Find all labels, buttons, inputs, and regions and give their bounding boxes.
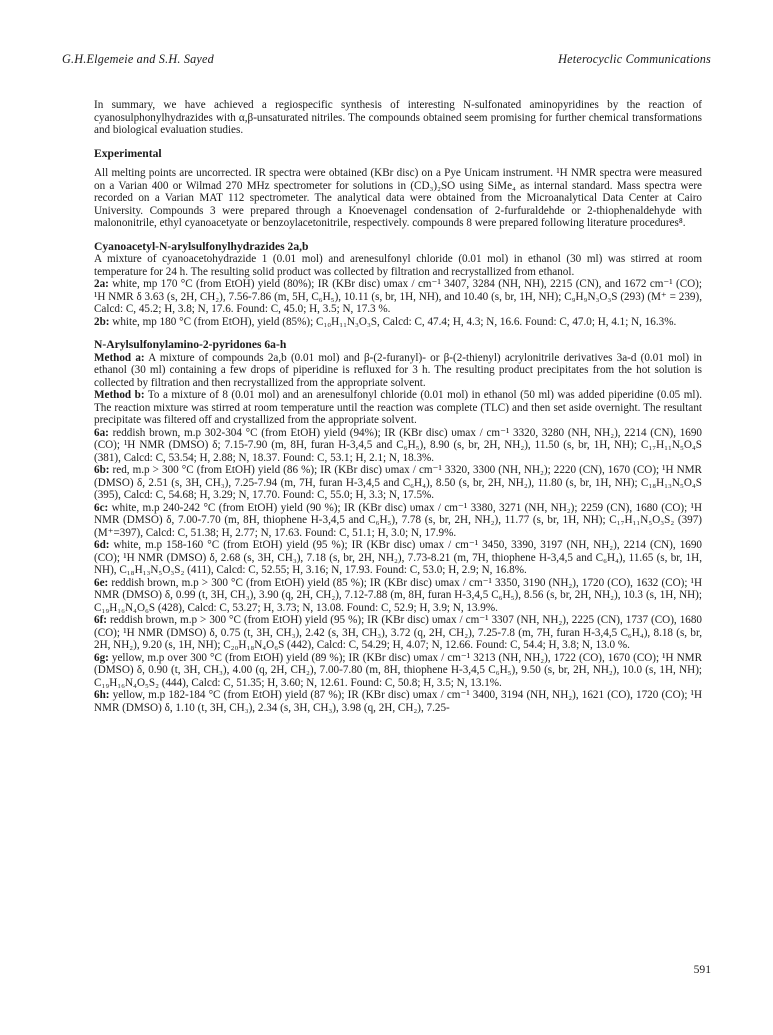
compound-label: 2a: — [94, 278, 109, 290]
compound-entry-6h — [94, 689, 702, 714]
hydrazides-procedure: A mixture of cyanoacetohydrazide 1 (0.01 mol) and arenesulfonyl chloride (0.01 mol) in ethanol (30 ml) was stirred at room temperature for 24 h. The resulting solid product was collected by filtration and recrystallized from ethanol. — [94, 253, 702, 278]
compound-entry-2a — [94, 278, 702, 316]
compound-data: reddish brown, m.p > 300 °C (from EtOH) yield (85 %); IR (KBr disc) υmax / cm⁻¹ 3350, 3190 (NH₂), 1720 (CO), 1632 (CO); ¹H NMR (DMSO) δ, 0.99 (t, 3H, CH₃), 3.90 (q, 2H, CH₂), 7.12-7.88 (m, 8H, furan H-3,4,5 C₆H₅), 8.56 (s, br, 2H, NH₂), 10.3 (s, 1H, NH); C₁₉H₁₆N₄O₆S (428), Calcd: C, 53.27; H, 3.73; N, 13.08. Found: C, 52.9; H, 3.9; N, 13.9%. — [94, 576, 702, 614]
compound-label: 6d: — [94, 539, 110, 551]
compound-data: reddish brown, m.p 302-304 °C (from EtOH) yield (94%); IR (KBr disc) υmax / cm⁻¹ 3320, 3280 (NH, NH₂), 2214 (CN), 1690 (CO); ¹H NMR (DMSO) δ; 7.15-7.90 (m, 8H, furan H-3,4,5 and C₆H₅), 8.90 (s, br, 2H, NH₂), 11.50 (s, br, 1H, NH); C₁₇H₁₁N₅O₄S (381), Calcd: C, 53.54; H, 2.88; N, 18.37. Found: C, 53.1; H, 2.1; N, 18.3%. — [94, 426, 702, 464]
compound-data: reddish brown, m.p > 300 °C (from EtOH) yield (95 %); IR (KBr disc) υmax / cm⁻¹ 3307 (NH, NH₂), 2225 (CN), 1737 (CO), 1680 (CO); ¹H NMR (DMSO) δ, 0.75 (t, 3H, CH₃), 2.42 (s, 3H, CH₃), 3.72 (q, 2H, CH₂), 7.25-7.8 (m, 7H, furan H-3,4,5 C₆H₄), 8.18 (s, br, 2H, NH₂), 9.20 (s, 1H, NH); C₂₀H₁₈N₄O₆S (442), Calcd: C, 54.29; H, 4.07; N, 12.66. Found: C, 54.4; H, 3.8; N, 13.0 %. — [94, 614, 702, 651]
compound-data: yellow, m.p 182-184 °C (from EtOH) yield (87 %); IR (KBr disc) υmax / cm⁻¹ 3400, 3194 (NH, NH₂), 1621 (CO), 1720 (CO); ¹H NMR (DMSO) δ, 1.10 (t, 3H, CH₃), 2.34 (s, 3H, CH₃), 3.98 (q, 2H, CH₂), 7.25- — [94, 689, 702, 714]
page-number: 591 — [693, 963, 711, 976]
compound-data: white, mp 180 °C (from EtOH), yield (85%); C₁₀H₁₁N₃O₃S, Calcd: C, 47.4; H, 4.3; N, 16.6. Found: C, 47.0; H, 4.1; N, 16.3%. — [109, 315, 677, 328]
method-a-label: Method a: — [94, 351, 145, 364]
compound-label: 2b: — [94, 315, 110, 328]
experimental-heading: Experimental — [94, 146, 162, 160]
section-heading-hydrazides: Cyanoacetyl-N-arylsulfonylhydrazides 2a,b — [94, 239, 309, 253]
compound-label: 6f: — [94, 614, 107, 626]
compound-entry-6e — [94, 577, 702, 615]
compound-label: 6c: — [94, 501, 109, 514]
compound-entry-6g — [94, 652, 702, 690]
compound-entry-6c — [94, 502, 702, 540]
compound-data: white, m.p 240-242 °C (from EtOH) yield (90 %); IR (KBr disc) υmax / cm⁻¹ 3380, 3271 (NH, NH₂); 2259 (CN), 1680 (CO); ¹H NMR (DMSO) δ, 7.00-7.70 (m, 8H, thiophene H-3,4,5 and C₆H₅), 7.78 (s, br, 2H, NH₂), 11.77 (s, br, 1H, NH); C₁₇H₁₁N₅O₃S₂ (397) (M⁺=397), Calcd: C, 51.38; H, 2.77; N, 17.63. Found: C, 51.1; H, 3.0; N, 17.9%. — [94, 501, 702, 539]
method-b-text: To a mixture of 8 (0.01 mol) and an arenesulfonyl chloride (0.01 mol) in ethanol (50 ml) was added piperidine (0.05 ml). The reaction mixture was stirred at room temperature until the reaction was complete (TLC) and then set aside overnight. The resultant precipitate was filtered off and crystallized from the appropriate solvent. — [94, 389, 702, 426]
method-a-text: A mixture of compounds 2a,b (0.01 mol) and β-(2-furanyl)- or β-(2-thienyl) acrylonitrile derivatives 3a-d (0.01 mol) in ethanol (30 ml) containing a few drops of piperidine is refluxed for 3 h. The resulting product precipitates from the hot solution is collected by filtration and then recrystallized from the appropriate solvent. — [94, 351, 702, 389]
compound-entry-6f — [94, 614, 702, 652]
article-body — [94, 99, 702, 714]
compound-data: yellow, m.p over 300 °C (from EtOH) yield (89 %); IR (KBr disc) υmax / cm⁻¹ 3213 (NH, NH₂), 1722 (CO), 1670 (CO); ¹H NMR (DMSO) δ, 0.90 (t, 3H, CH₃), 4.00 (q, 2H, CH₂), 7.00-7.80 (m, 8H, thiophene H-3,4,5 C₆H₅), 9.50 (s, br, 2H, NH₂), 10.0 (s, 1H, NH); C₁₉H₁₆N₄O₅S₂ (444), Calcd: C, 51.35; H, 3.60; N, 12.61. Found: C, 50.8; H, 3.5; N, 13.1%. — [94, 651, 702, 689]
section-heading-pyridones: N-Arylsulfonylamino-2-pyridones 6a-h — [94, 338, 287, 351]
running-head — [62, 52, 711, 68]
summary-paragraph: In summary, we have achieved a regiospecific synthesis of interesting N-sulfonated aminopyridines by the reaction of cyanosulphonylhydrazides with α,β-unsaturated nitriles. The compounds obtained seem promising for further chemical transformations and biological evaluation studies. — [94, 99, 702, 136]
compound-label: 6g: — [94, 651, 109, 664]
compound-entry-2b — [94, 316, 702, 329]
method-b-paragraph — [94, 389, 702, 427]
running-head-authors: G.H.Elgemeie and S.H. Sayed — [62, 52, 214, 66]
compound-data: white, m.p 158-160 °C (from EtOH) yield (95 %); IR (KBr disc) υmax / cm⁻¹ 3450, 3390, 3197 (NH, NH₂), 2214 (CN), 1690 (CO); ¹H NMR (DMSO) δ, 2.68 (s, 3H, CH₃), 7.18 (s, br, 2H, NH₂), 7.73-8.21 (m, 7H, thiophene H-3,4,5 and C₆H₄), 11.65 (s, br, 1H, NH), C₁₈H₁₃N₅O₃S₂ (411), Calcd: C, 52.55; H, 3.16; N, 17.93. Found: C, 53.0; H, 2.9; N, 16.8%. — [94, 539, 702, 576]
experimental-paragraph: All melting points are uncorrected. IR spectra were obtained (KBr disc) on a Pye Unicam instrument. ¹H NMR spectra were measured on a Varian 400 or Wilmad 270 MHz spectrometer for solutions in (CD₃)₂SO using SiMe₄ as internal standard. Mass spectra were recorded on a Varian MAT 112 spectrometer. The analytical data were obtained from the Microanalytical Data Center at Cairo University. Compounds 3 were prepared through a Knoevenagel condensation of 2-furfuraldehde or 2-thiophenaldehyde with malononitrile, ethyl cyanoacetyate or benzoylacetonitrile, respectively. compounds 8 were prepared following literature procedures⁸. — [94, 167, 702, 229]
compound-entry-6b — [94, 464, 702, 502]
method-b-label: Method b: — [94, 389, 145, 401]
compound-label: 6a: — [94, 426, 109, 439]
method-a-paragraph — [94, 352, 702, 390]
compound-data: red, m.p > 300 °C (from EtOH) yield (86 %); IR (KBr disc) υmax / cm⁻¹ 3320, 3300 (NH, NH₂); 2220 (CN), 1670 (CO); ¹H NMR (DMSO) δ, 2.51 (s, 3H, CH₃), 7.25-7.94 (m, 7H, furan H-3,4,5 and C₆H₄), 8.50 (s, br, 2H, NH₂), 11.80 (s, br, 1H, NH); C₁₈H₁₃N₅O₄S (395), Calcd: C, 54.68; H, 3.29; N, 17.70. Found: C, 55.0; H, 3.3; N, 17.5%. — [94, 464, 702, 501]
compound-entry-6a — [94, 427, 702, 465]
compound-label: 6b: — [94, 464, 110, 476]
compound-label: 6h: — [94, 689, 110, 701]
compound-entry-6d — [94, 539, 702, 577]
compound-label: 6e: — [94, 576, 109, 589]
compound-data: white, mp 170 °C (from EtOH) yield (80%); IR (KBr disc) υmax / cm⁻¹ 3407, 3284 (NH, NH), 2215 (CN), and 1672 cm⁻¹ (CO); ¹H NMR δ 3.63 (s, 2H, CH₂), 7.56-7.86 (m, 5H, C₆H₅), 10.11 (s, br, 1H, NH), and 10.40 (s, br, 1H, NH); C₉H₉N₃O₃S (293) (M⁺ = 239), Calcd: C, 45.2; H, 3.8; N, 17.6. Found: C, 45.0; H, 3.5; N, 17.3 %. — [94, 278, 702, 315]
running-head-journal: Heterocyclic Communications — [558, 52, 711, 66]
